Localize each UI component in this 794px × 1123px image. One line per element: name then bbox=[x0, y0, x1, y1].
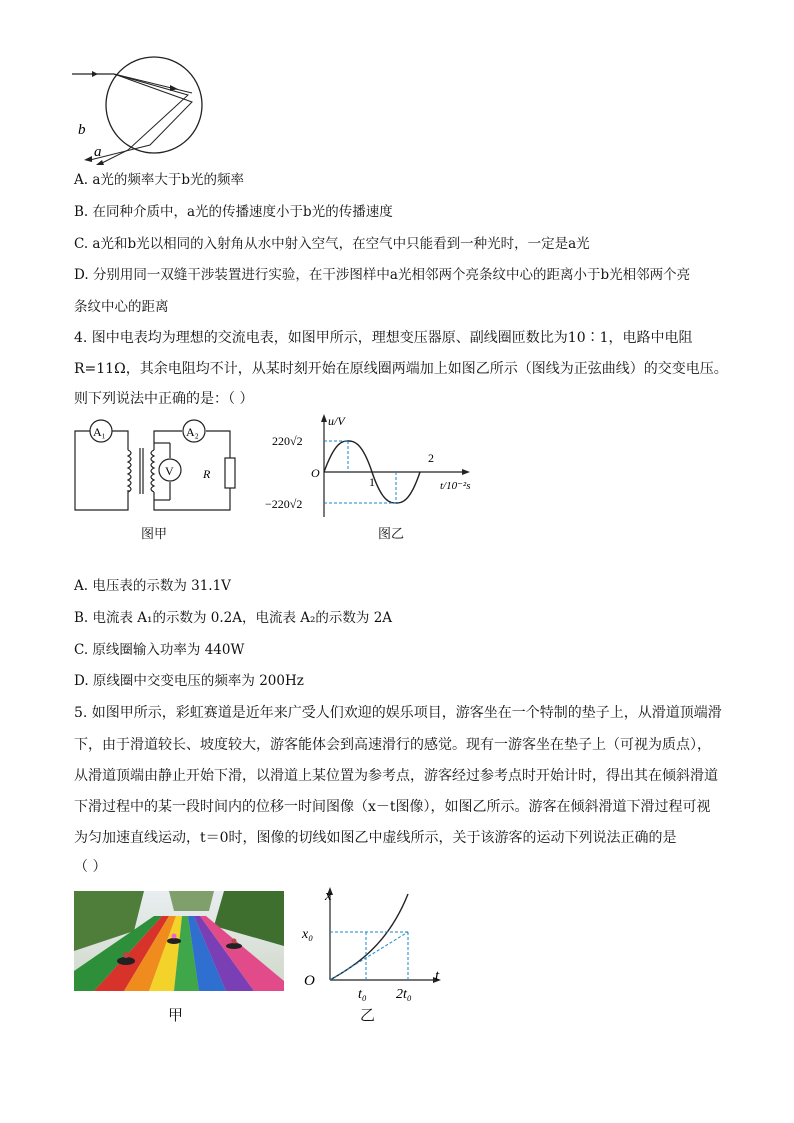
q5-stem-2: 下，由于滑道较长、坡度较大，游客能体会到高速滑行的感觉。现有一游客坐在垫子上（可视为质点）， bbox=[74, 737, 711, 753]
q4-option-c: C. 原线圈输入功率为 440W bbox=[74, 642, 245, 658]
svg-text:V: V bbox=[165, 464, 174, 478]
svg-text:t₀: t₀ bbox=[358, 987, 367, 1002]
svg-text:x: x bbox=[325, 888, 332, 904]
q4-option-b: B. 电流表 A₁的示数为 0.2A，电流表 A₂的示数为 2A bbox=[74, 610, 393, 626]
photo-caption-jia: 甲 bbox=[168, 1006, 184, 1024]
q5-stem-5: 为匀加速直线运动，t＝0时，图像的切线如图乙中虚线所示，关于该游客的运动下列说法正确的是 bbox=[74, 830, 677, 846]
voltage-graph bbox=[262, 412, 482, 522]
q4-option-a: A. 电压表的示数为 31.1V bbox=[74, 578, 231, 594]
svg-text:u/V: u/V bbox=[328, 414, 345, 428]
svg-text:1: 1 bbox=[369, 475, 375, 489]
q5-stem-4: 下滑过程中的某一段时间内的位移一时间图像（x－t图像），如图乙所示。游客在倾斜滑道下滑过程可视 bbox=[74, 799, 711, 815]
svg-text:A₂: A₂ bbox=[186, 425, 199, 439]
q5-stem-6: （ ） bbox=[74, 859, 107, 875]
secondary-coil bbox=[151, 450, 154, 492]
graph-caption-yi: 乙 bbox=[360, 1006, 376, 1024]
svg-text:t/10⁻²s: t/10⁻²s bbox=[440, 480, 471, 492]
q4-option-d: D. 原线圈中交变电压的频率为 200Hz bbox=[74, 673, 304, 689]
glass-sphere bbox=[106, 57, 202, 153]
q4-stem-3: 则下列说法中正确的是：（ ） bbox=[74, 391, 254, 407]
circuit-diagram bbox=[70, 418, 240, 518]
resistor bbox=[225, 458, 235, 488]
q5-stem-3: 从滑道顶端由静止开始下滑，以滑道上某位置为参考点，游客经过参考点时开始计时，得出其在倾斜滑道 bbox=[74, 768, 718, 784]
svg-text:O: O bbox=[311, 466, 320, 480]
label-a: a bbox=[94, 144, 102, 160]
svg-text:2: 2 bbox=[428, 451, 434, 465]
fig-yi-caption: 图乙 bbox=[378, 527, 405, 542]
q4-stem-2: R=11Ω，其余电阻均不计，从某时刻开始在原线圈两端加上如图乙所示（图线为正弦曲线）的交变电压。 bbox=[74, 361, 728, 377]
q3-option-d-cont: 条纹中心的距离 bbox=[74, 299, 169, 315]
primary-coil bbox=[128, 450, 131, 492]
x-t-graph bbox=[298, 884, 453, 1002]
optics-diagram bbox=[70, 50, 210, 165]
svg-text:O: O bbox=[304, 973, 315, 989]
fig-jia-caption: 图甲 bbox=[141, 527, 168, 542]
svg-text:x₀: x₀ bbox=[302, 927, 314, 942]
svg-text:−220√2: −220√2 bbox=[265, 497, 303, 511]
q3-option-b: B. 在同种介质中，a光的传播速度小于b光的传播速度 bbox=[74, 204, 393, 220]
q4-stem-1: 4. 图中电表均为理想的交流电表，如图甲所示，理想变压器原、副线圈匝数比为10∶1，电路中电阻 bbox=[74, 330, 693, 346]
label-b: b bbox=[78, 122, 86, 138]
svg-text:2t₀: 2t₀ bbox=[396, 987, 412, 1002]
q3-option-a: A. a光的频率大于b光的频率 bbox=[74, 172, 245, 188]
q3-option-d: D. 分别用同一双缝干涉装置进行实验，在干涉图样中a光相邻两个亮条纹中心的距离小于b光相邻两个亮 bbox=[74, 267, 691, 283]
q3-option-c: C. a光和b光以相同的入射角从水中射入空气，在空气中只能看到一种光时，一定是a光 bbox=[74, 236, 590, 252]
svg-text:t: t bbox=[435, 968, 440, 984]
svg-text:220√2: 220√2 bbox=[272, 434, 303, 448]
x-t-curve bbox=[330, 894, 408, 980]
svg-text:R: R bbox=[203, 467, 211, 481]
svg-text:A₁: A₁ bbox=[93, 425, 106, 439]
rainbow-slide-photo bbox=[74, 891, 284, 991]
q5-stem-1: 5. 如图甲所示，彩虹赛道是近年来广受人们欢迎的娱乐项目，游客坐在一个特制的垫子上，从滑道顶端滑 bbox=[74, 705, 722, 721]
